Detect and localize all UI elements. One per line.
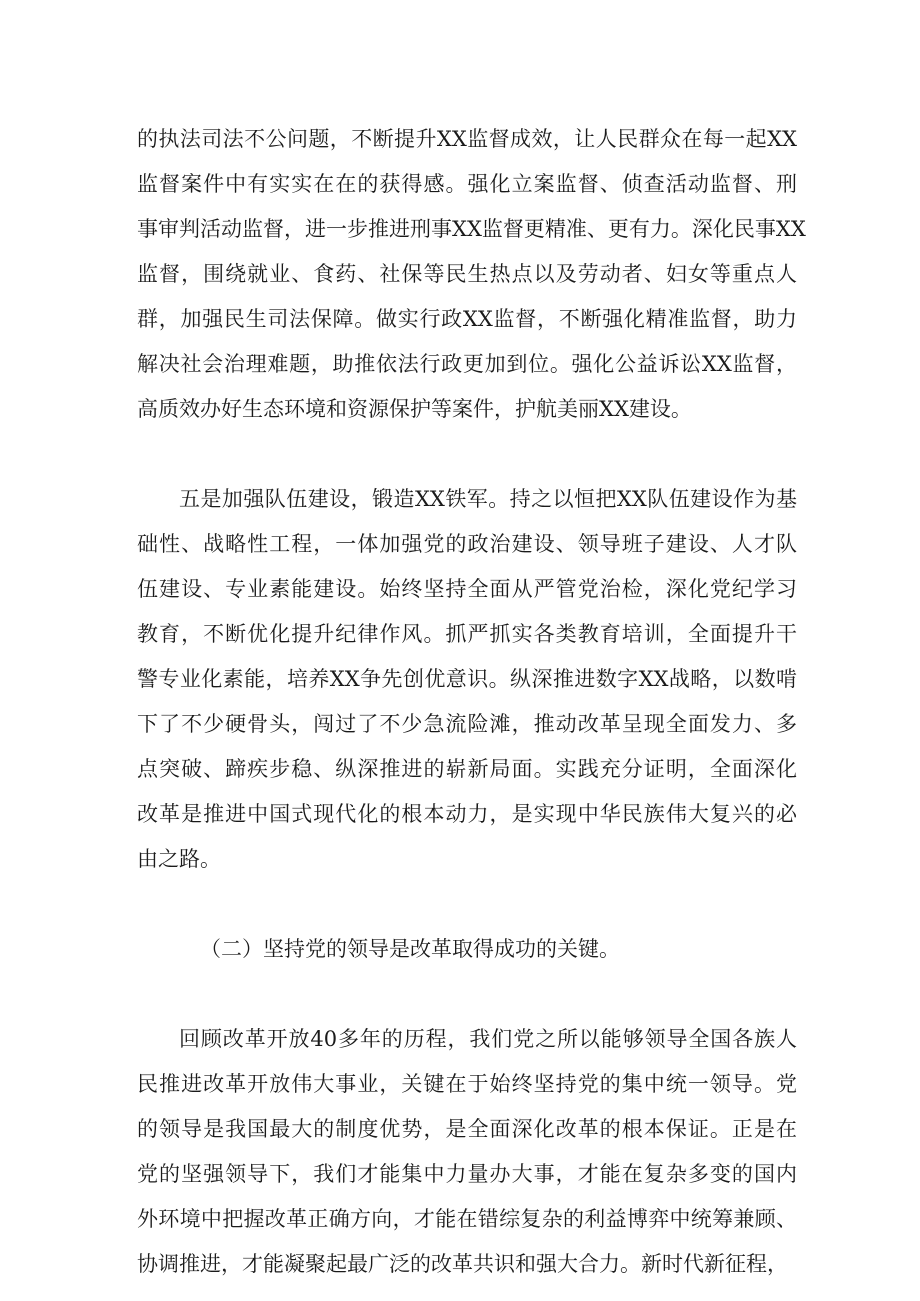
paragraph-gap xyxy=(137,882,797,927)
text-line: 改革是推进中国式现代化的根本动力，是实现中华民族伟大复兴的必 xyxy=(137,802,797,826)
paragraph-gap xyxy=(137,432,797,477)
text-line: 监督案件中有实实在在的获得感。强化立案监督、侦查活动监督、刑 xyxy=(137,172,797,196)
text-line: 协调推进，才能凝聚起最广泛的改革共识和强大合力。新时代新征程， xyxy=(137,1252,788,1276)
text-line: （二）坚持党的领导是改革取得成功的关键。 xyxy=(200,937,620,961)
text-line: 回顾改革开放40多年的历程，我们党之所以能够领导全国各族人 xyxy=(179,1027,797,1051)
document-body xyxy=(137,117,806,1287)
text-line: 的领导是我国最大的制度优势，是全面深化改革的根本保证。正是在 xyxy=(137,1117,797,1141)
text-line: 高质效办好生态环境和资源保护等案件，护航美丽XX建设。 xyxy=(137,397,692,421)
text-line: 由之路。 xyxy=(137,847,221,871)
text-line: 事审判活动监督，进一步推进刑事XX监督更精准、更有力。深化民事XX xyxy=(137,217,806,241)
text-line: 监督，围绕就业、食药、社保等民生热点以及劳动者、妇女等重点人 xyxy=(137,262,797,286)
text-line: 伍建设、专业素能建设。始终坚持全面从严管党治检，深化党纪学习 xyxy=(137,577,797,601)
text-line: 群，加强民生司法保障。做实行政XX监督，不断强化精准监督，助力 xyxy=(137,307,797,331)
text-line: 的执法司法不公问题，不断提升XX监督成效，让人民群众在每一起XX xyxy=(137,127,797,151)
section-heading xyxy=(137,927,797,972)
text-line: 解决社会治理难题，助推依法行政更加到位。强化公益诉讼XX监督， xyxy=(137,352,797,376)
text-line: 五是加强队伍建设，锻造XX铁军。持之以恒把XX队伍建设作为基 xyxy=(179,487,797,511)
text-line: 下了不少硬骨头，闯过了不少急流险滩，推动改革呈现全面发力、多 xyxy=(137,712,797,736)
paragraph-gap xyxy=(137,972,797,1017)
text-line: 点突破、蹄疾步稳、纵深推进的崭新局面。实践充分证明，全面深化 xyxy=(137,757,797,781)
text-line: 础性、战略性工程，一体加强党的政治建设、领导班子建设、人才队 xyxy=(137,532,797,556)
paragraph xyxy=(137,1017,797,1287)
text-line: 教育，不断优化提升纪律作风。抓严抓实各类教育培训，全面提升干 xyxy=(137,622,797,646)
paragraph xyxy=(137,477,797,882)
paragraph xyxy=(137,117,806,432)
text-line: 党的坚强领导下，我们才能集中力量办大事，才能在复杂多变的国内 xyxy=(137,1162,797,1186)
text-line: 外环境中把握改革正确方向，才能在错综复杂的利益博弈中统筹兼顾、 xyxy=(137,1207,797,1231)
text-line: 民推进改革开放伟大事业，关键在于始终坚持党的集中统一领导。党 xyxy=(137,1072,797,1096)
text-line: 警专业化素能，培养XX争先创优意识。纵深推进数字XX战略，以数啃 xyxy=(137,667,797,691)
